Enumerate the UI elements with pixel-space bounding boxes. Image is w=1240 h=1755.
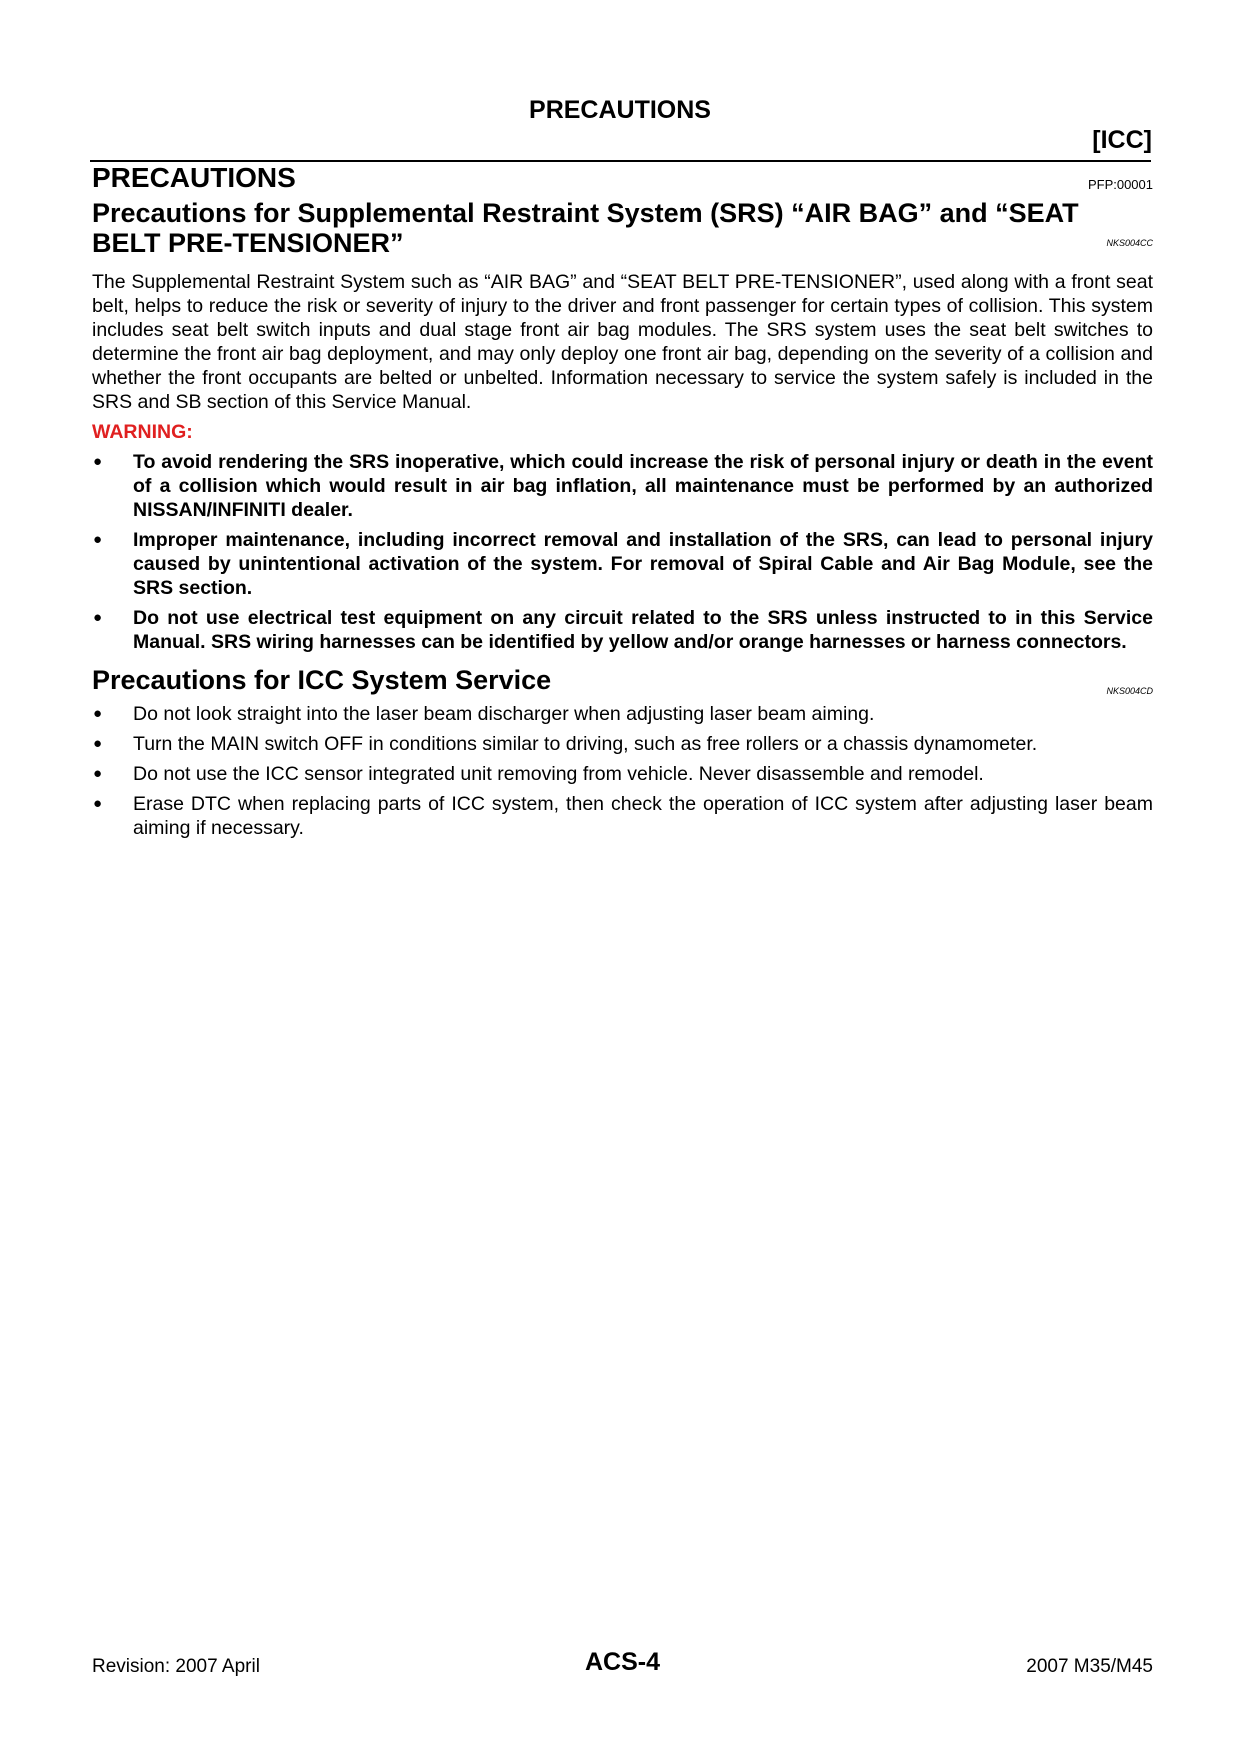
footer-model: 2007 M35/M45 <box>1026 1656 1153 1677</box>
icc-item-text: Do not look straight into the laser beam discharger when adjusting laser beam aiming. <box>133 703 875 725</box>
page-header-title: PRECAUTIONS <box>529 96 711 124</box>
bullet-icon: ● <box>93 765 103 782</box>
icc-section-title: Precautions for ICC System Service <box>92 665 552 695</box>
srs-paragraph: The Supplemental Restraint System such as “AIR BAG” and “SEAT BELT PRE-TENSIONER”, used along with a front seat belt, helps to reduce the risk or severity of injury to the driver and front passenger for certain types of collision. This system includes seat belt switch inputs and dual stage front air bag modules. The SRS system uses the seat belt switches to determine the front air bag deployment, and may only deploy one front air bag, depending on the severity of a collision and whether the front occupants are belted or unbelted. Information necessary to service the system safely is included in the SRS and SB section of this Service Manual. <box>92 271 1153 413</box>
warning-text: To avoid rendering the SRS inoperative, which could increase the risk of personal injury or death in the event of a collision which would result in air bag inflation, all maintenance must be performed by an authorized NISSAN/INFINITI dealer. <box>133 451 1153 521</box>
bullet-icon: ● <box>93 453 103 470</box>
srs-ref-code: NKS004CC <box>1106 238 1153 248</box>
bullet-icon: ● <box>93 735 103 752</box>
icc-item-text: Do not use the ICC sensor integrated unit removing from vehicle. Never disassemble and remodel. <box>133 763 984 785</box>
srs-section-title <box>92 198 1153 258</box>
icc-item <box>92 732 1153 756</box>
icc-ref-code: NKS004CD <box>1106 686 1153 696</box>
warning-text: Do not use electrical test equipment on any circuit related to the SRS unless instructed to in this Service Manual. SRS wiring harnesses can be identified by yellow and/or orange harnesses or harness connectors. <box>133 607 1153 653</box>
warning-text: Improper maintenance, including incorrect removal and installation of the SRS, can lead to personal injury caused by unintentional activation of the system. For removal of Spiral Cable and Air Bag Module, see the SRS section. <box>133 529 1153 599</box>
warning-item <box>92 450 1153 522</box>
footer-revision: Revision: 2007 April <box>92 1656 260 1677</box>
bullet-icon: ● <box>93 531 103 548</box>
bullet-icon: ● <box>93 795 103 812</box>
icc-item <box>92 762 1153 786</box>
warning-list <box>92 450 1153 654</box>
main-title: PRECAUTIONS <box>92 162 296 193</box>
warning-item <box>92 528 1153 600</box>
icc-item-text: Turn the MAIN switch OFF in conditions similar to driving, such as free rollers or a chassis dynamometer. <box>133 733 1038 755</box>
srs-title-line2: BELT PRE-TENSIONER” <box>92 228 404 258</box>
warning-label: WARNING: <box>92 421 193 443</box>
icc-item <box>92 792 1153 840</box>
warning-item <box>92 606 1153 654</box>
main-title-row <box>92 162 1153 194</box>
icc-section-title-row <box>92 664 1153 696</box>
srs-title-line1: Precautions for Supplemental Restraint System (SRS) “AIR BAG” and “SEAT <box>92 198 1079 228</box>
footer-page-number: ACS-4 <box>584 1648 660 1676</box>
page-content <box>92 162 1153 840</box>
section-tag: [ICC] <box>1092 126 1152 154</box>
icc-precaution-list <box>92 702 1153 840</box>
icc-item-text: Erase DTC when replacing parts of ICC system, then check the operation of ICC system after adjusting laser beam aiming if necessary. <box>133 793 1153 839</box>
bullet-icon: ● <box>93 705 103 722</box>
bullet-icon: ● <box>93 609 103 626</box>
main-title-ref: PFP:00001 <box>1087 177 1153 192</box>
page-footer <box>92 1648 1153 1678</box>
icc-item <box>92 702 1153 726</box>
